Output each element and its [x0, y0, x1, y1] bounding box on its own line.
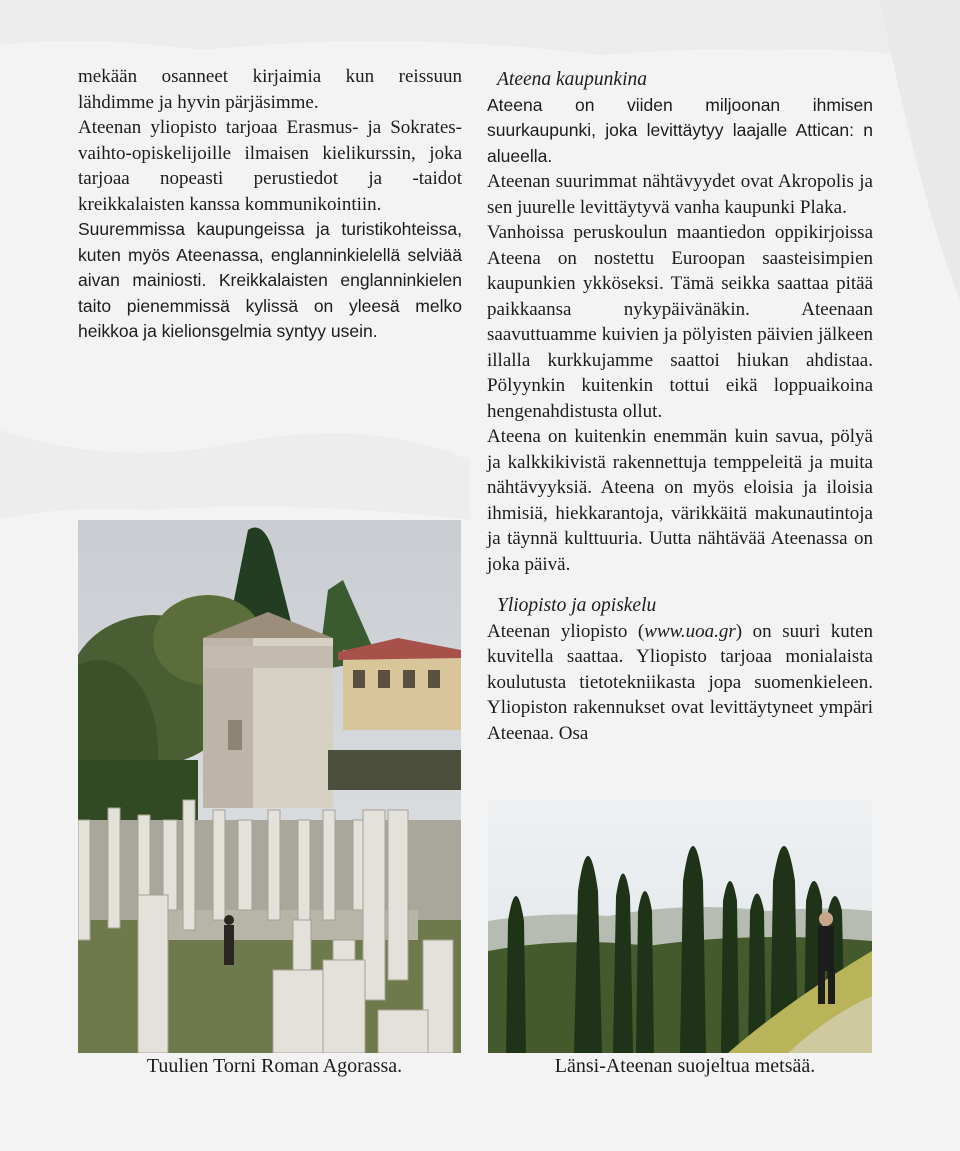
photo-caption: Länsi-Ateenan suojeltua metsää. [554, 1055, 816, 1077]
paragraph-sans: Ateena on viiden miljoonan ihmisen suurkaupunki, joka levittäytyy laajalle Attican: n alueella. [487, 94, 873, 166]
paragraph-sans: Suuremmissa kaupungeissa ja turistikohteissa, kuten myös Ateenassa, englanninkielellä selviää aivan mainiosti. Kreikkalaisten englanninkielen taito pienemmissä kylissä on yleesä melko heikkoa ja kielionsgelmia syntyy usein. [78, 219, 462, 341]
text-span: Ateenan yliopisto ( [487, 620, 645, 642]
paragraph [487, 619, 873, 747]
left-column [78, 64, 462, 345]
right-column [487, 67, 873, 746]
paragraph: Ateenan suurimmat nähtävyydet ovat Akropolis ja sen juurelle levittäytyvä vanha kaupunki Plaka. [487, 171, 873, 218]
forest-photo [488, 801, 872, 1053]
text-span: ) on suuri kuten kuvitella saattaa. Yliopisto tarjoaa monialaista koulutusta tietotekniikasta jopa suomenkieleen. Yliopiston rakennukset ovat levittäytyneet ympäri Ateenaa. Osa [487, 620, 873, 744]
paragraph: Ateenan yliopisto tarjoaa Erasmus- ja Sokrates-vaihto-opiskelijoille ilmaisen kielikurssin, joka tarjoaa nopeasti perustiedot ja -taidot kreikkalaisten kanssa kommunikointiin. [78, 117, 462, 215]
section-heading: Ateena kaupunkina [497, 69, 647, 90]
tower-of-winds-photo [78, 520, 461, 1053]
section-heading: Yliopisto ja opiskelu [497, 595, 657, 616]
photo-caption: Tuulien Torni Roman Agorassa. [146, 1055, 403, 1077]
paragraph: Ateena on kuitenkin enemmän kuin savua, pölyä ja kalkkikivistä rakennettuja temppeleitä ja muita nähtävyyksiä. Ateena on myös eloisia ja iloisia ihmisiä, hiekkarantoja, värikkäitä makunautintoja ja täynnä kulttuuria. Uutta nähtävää Ateenassa on joka päivä. [487, 426, 873, 575]
paragraph: Vanhoissa peruskoulun maantiedon oppikirjoissa Ateena on nostettu Euroopan saasteisimpien kaupunkien ykköseksi. Tämä seikka saattaa pitää paikkaansa nykypäivänäkin. Ateenaan saavuttuamme kuivien ja pölyisten päivien jälkeen illalla kurkkujamme saattoi hiukan ahdistaa. Pölyynkin kuitenkin tottui eikä loppuaikoina hengenahdistusta ollut. [487, 222, 873, 422]
paragraph: mekään osanneet kirjaimia kun reissuun lähdimme ja hyvin pärjäsimme. [78, 66, 462, 113]
university-link[interactable]: www.uoa.gr [644, 620, 736, 642]
